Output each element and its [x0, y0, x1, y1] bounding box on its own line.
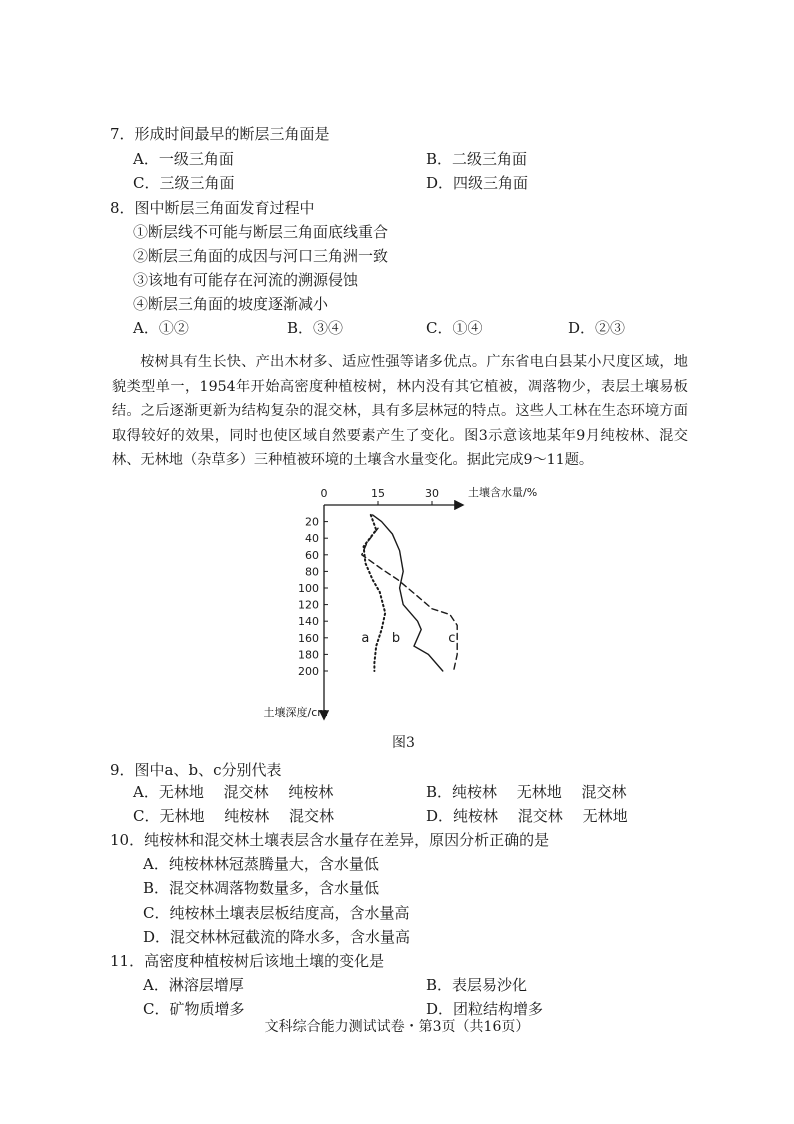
y-tick-label: 180	[298, 648, 319, 662]
q7-option-c: C．三级三角面	[133, 174, 235, 192]
figure-caption: 图3	[392, 735, 415, 751]
q10-stem: 10．纯桉林和混交林土壤表层含水量存在差异，原因分析正确的是	[110, 831, 550, 849]
y-tick-label: 80	[305, 565, 319, 579]
x-tick-label: 15	[371, 487, 385, 500]
q10-option-d: D．混交林林冠截流的降水多，含水量高	[143, 928, 411, 946]
series-line-a	[364, 515, 386, 671]
q8-option-a: A．①②	[133, 319, 189, 337]
q8-statement-3: ③该地有可能存在河流的溯源侵蚀	[133, 271, 359, 289]
series-label-c: c	[448, 630, 456, 646]
y-tick-label: 60	[305, 548, 319, 562]
q11-option-c: C．矿物质增多	[143, 1000, 245, 1018]
q11-option-a: A．淋溶层增厚	[143, 976, 244, 994]
y-tick-label: 200	[298, 665, 319, 678]
q10-option-b: B．混交林凋落物数量多，含水量低	[143, 879, 380, 897]
q11-option-b: B．表层易沙化	[426, 976, 528, 994]
q10-option-c: C．纯桉林土壤表层板结度高，含水量高	[143, 904, 410, 922]
series-label-a: a	[361, 630, 370, 646]
q8-option-c: C．①④	[426, 319, 483, 337]
q8-option-b: B．③④	[287, 319, 344, 337]
q8-statement-1: ①断层线不可能与断层三角面底线重合	[133, 223, 389, 241]
reading-passage	[112, 350, 688, 473]
series-label-b: b	[391, 630, 401, 646]
y-axis-label: 土壤深度/cm	[263, 706, 328, 719]
q8-stem: 8．图中断层三角面发育过程中	[110, 199, 315, 217]
y-tick-label: 20	[305, 515, 319, 529]
y-tick-label: 160	[298, 631, 319, 645]
q7-option-b: B．二级三角面	[426, 150, 528, 168]
q8-statement-4: ④断层三角面的坡度逐渐减小	[133, 295, 329, 313]
x-tick-label: 30	[425, 487, 439, 500]
y-tick-label: 40	[305, 532, 319, 546]
q9-option-c: C．无林地 纯桉林 混交林	[133, 807, 335, 825]
q10-option-a: A．纯桉林林冠蒸腾量大，含水量低	[143, 855, 379, 873]
q8-option-d: D．②③	[568, 319, 626, 337]
q11-stem: 11．高密度种植桉树后该地土壤的变化是	[110, 952, 385, 970]
passage-text: 桉树具有生长快、产出木材多、适应性强等诸多优点。广东省电白县某小尺度区域，地貌类型单一，1954年开始高密度种植桉树，林内没有其它植被，凋落物少，表层土壤易板结。之后逐渐更新为结构复杂的混交林，具有多层林冠的特点。这些人工林在生态环境方面取得较好的效果，同时也使区域自然要素产生了变化。图3示意该地某年9月纯桉林、混交林、无林地（杂草多）三种植被环境的土壤含水量变化。据此完成9～11题。	[112, 354, 688, 468]
q7-stem: 7．形成时间最早的断层三角面是	[110, 125, 330, 143]
q9-option-a: A．无林地 混交林 纯桉林	[133, 783, 334, 801]
x-tick-label: 0	[320, 487, 328, 500]
y-tick-label: 100	[298, 582, 319, 595]
q8-statement-2: ②断层三角面的成因与河口三角洲一致	[133, 247, 389, 265]
x-axis-label: 土壤含水量/%	[468, 486, 538, 499]
q9-option-d: D．纯桉林 混交林 无林地	[426, 807, 628, 825]
q9-stem: 9．图中a、b、c分别代表	[110, 761, 282, 779]
y-tick-label: 140	[298, 615, 319, 629]
q11-option-d: D．团粒结构增多	[426, 1000, 544, 1018]
series-line-b	[373, 515, 443, 671]
soil-moisture-chart	[240, 478, 540, 728]
page-footer: 文科综合能力测试试卷・第3页（共16页）	[264, 1019, 530, 1035]
q7-option-d: D．四级三角面	[426, 174, 529, 192]
q9-option-b: B．纯桉林 无林地 混交林	[426, 783, 627, 801]
y-tick-label: 120	[298, 598, 319, 612]
q7-option-a: A．一级三角面	[133, 150, 234, 168]
